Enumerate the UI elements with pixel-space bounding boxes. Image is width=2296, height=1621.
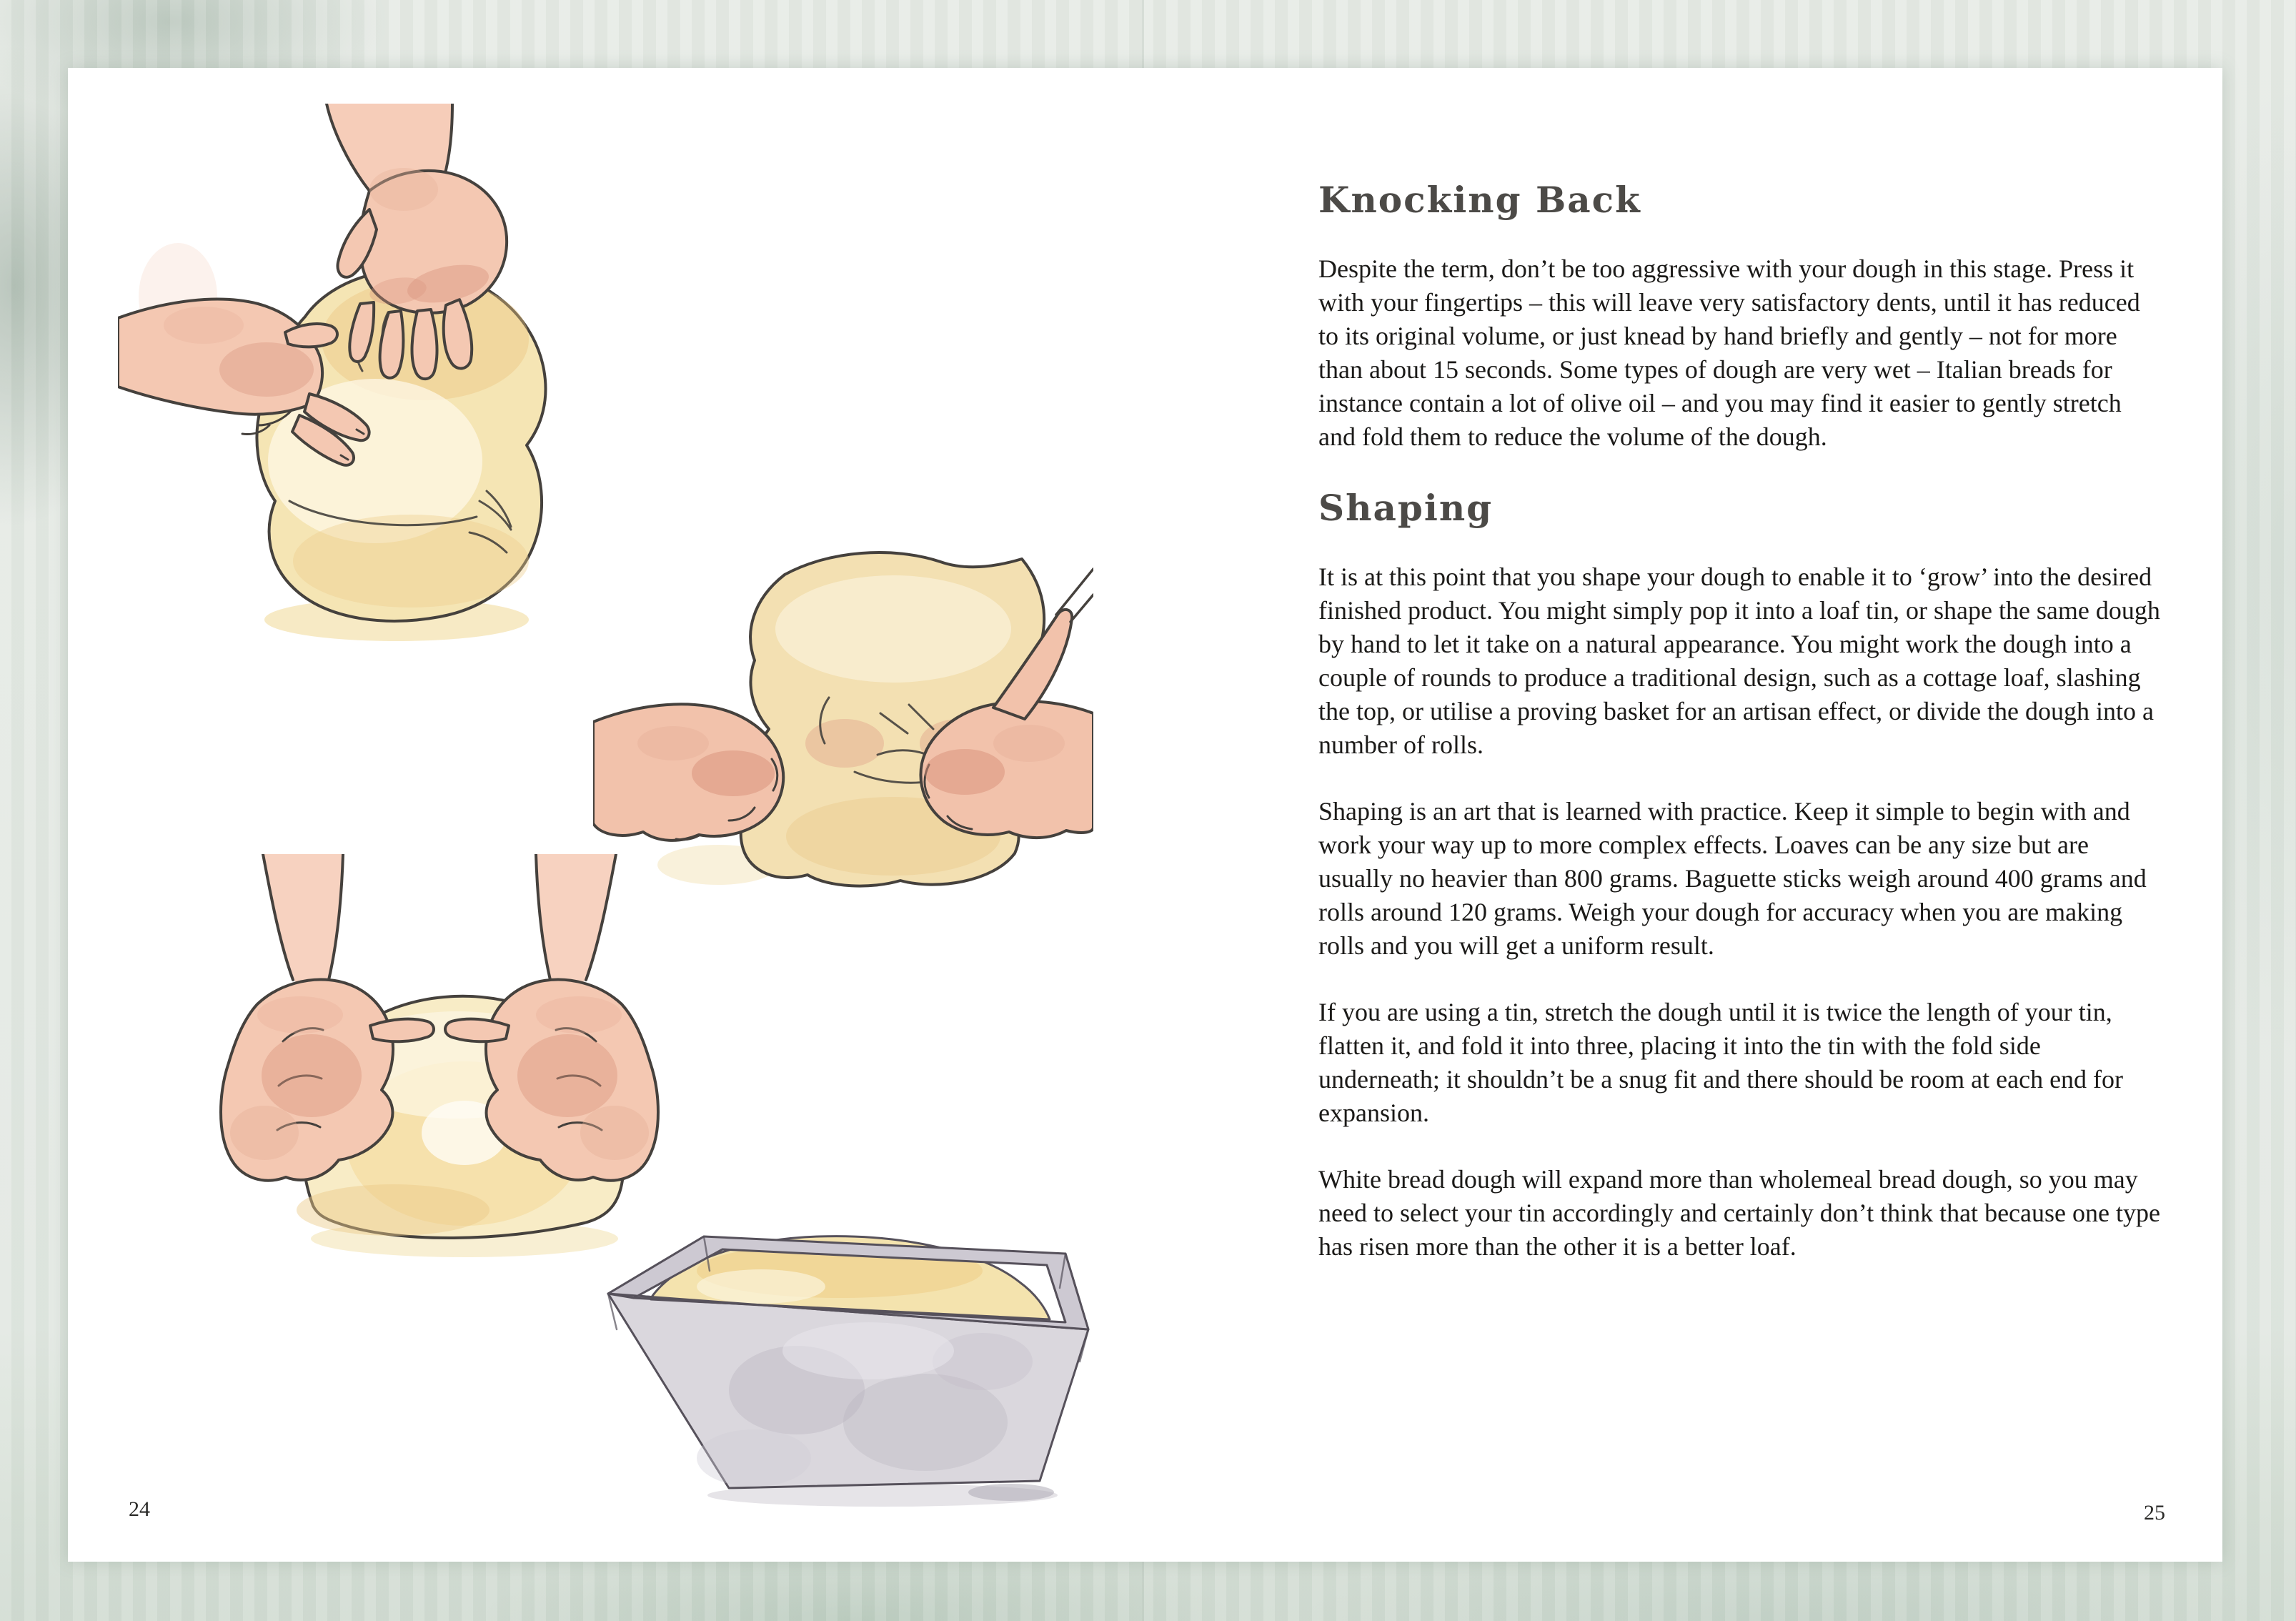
hands-rounding-dough-illustration: [157, 854, 722, 1269]
knocking-back-paragraph: Despite the term, don’t be too aggressive with your dough in this stage. Press it with your fingertips – this will leave very satisfactory dents, until it has reduced to its original volume, or just knead by hand briefly and gently – not for more than about 15 seconds. Some types of dough are very wet – Italian breads for instance contain a lot of olive oil – and you may find it easier to gently stretch and fold them to reduce the volume of the dough.: [1318, 254, 2140, 451]
right-page-number: 25: [2144, 1501, 2165, 1525]
shaping-paragraph-2: Shaping is an art that is learned with practice. Keep it simple to begin with and work your way up to more complex effects. Loaves can be any size but are usually no heavier than 800 grams. Baguette sticks weigh around 400 grams and rolls around 120 grams. Weigh your dough for accuracy when you are making rolls and you will get a uniform result.: [1318, 797, 2147, 960]
dough-in-loaf-tin-illustration: [582, 1208, 1122, 1519]
shaping-paragraph-1: It is at this point that you shape your dough to enable it to ‘grow’ into the desired finished product. You might simply pop it into a loaf tin, or shape the same dough by hand to let it take on a natural appearance. You might work the dough into a couple of rounds to produce a traditional design, such as a cottage loaf, slashing the top, or utilise a proving basket for an artisan effect, or divide the dough into a number of rolls.: [1318, 562, 2160, 759]
right-page-text-column: [1318, 179, 2162, 1297]
shaping-paragraph-3: If you are using a tin, stretch the dough until it is twice the length of your tin, flatten it, and fold it into three, placing it into the tin with the fold side underneath; it shouldn’t be a snug fit and there should be room at each end for expansion.: [1318, 998, 2124, 1127]
left-page-number: 24: [129, 1497, 150, 1521]
hands-pressing-dough-illustration: [118, 104, 575, 647]
open-book-pages: [68, 68, 2222, 1562]
section-heading-shaping: Shaping: [1318, 487, 1494, 529]
shaping-paragraph-4: White bread dough will expand more than wholemeal bread dough, so you may need to select your tin accordingly and certainly don’t think that because one type has risen more than the other it is a better loaf.: [1318, 1165, 2160, 1261]
section-heading-knocking-back: Knocking Back: [1318, 179, 1641, 221]
hands-stretching-dough-illustration: [593, 529, 1093, 893]
